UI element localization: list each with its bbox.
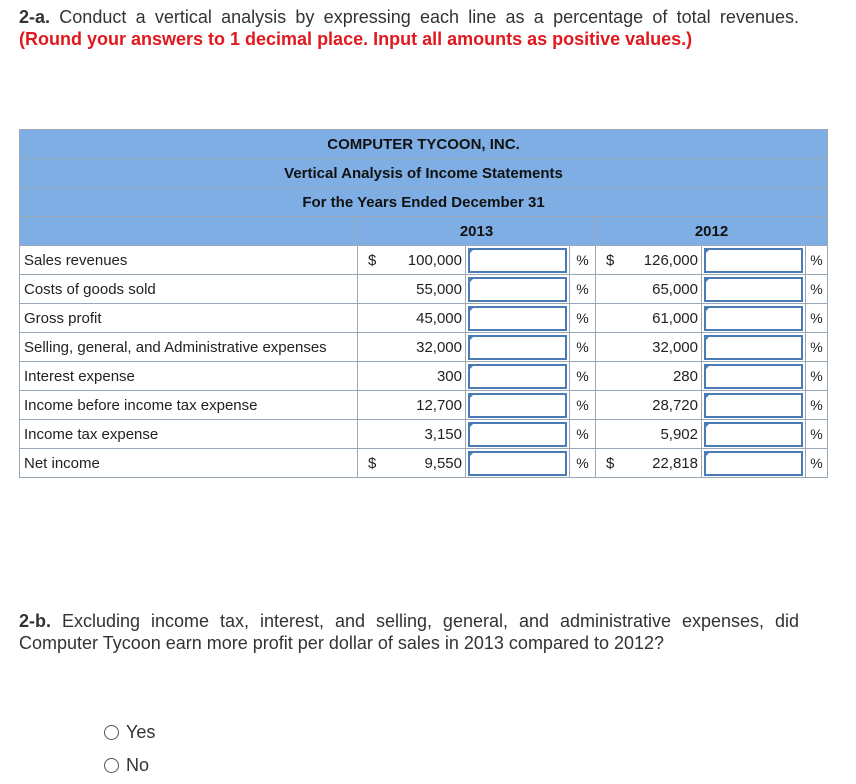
row-label: Sales revenues [20,246,358,275]
question-2a-number: 2-a. [19,7,51,27]
radio-no-icon[interactable] [104,758,119,773]
input-marker-icon [469,451,475,457]
input-marker-icon [705,335,711,341]
amount-2012-value: 5,902 [660,425,698,443]
dollar-sign: $ [368,454,377,472]
percent-2013-cell [466,362,570,391]
percent-2013-input[interactable] [468,364,567,389]
percent-2012-input[interactable] [704,277,803,302]
company-name: COMPUTER TYCOON, INC. [20,130,828,159]
percent-2012-cell [702,449,806,478]
amount-2013-value: 9,550 [424,454,462,472]
table-period: For the Years Ended December 31 [20,188,828,217]
amount-2013-value: 55,000 [416,280,462,298]
input-marker-icon [705,451,711,457]
percent-symbol: % [570,304,596,333]
table-row [20,449,828,478]
percent-2012-input[interactable] [704,422,803,447]
percent-2013-cell [466,304,570,333]
percent-2012-cell [702,275,806,304]
amount-2012-value: 32,000 [652,338,698,356]
input-marker-icon [469,335,475,341]
amount-2012 [596,275,702,304]
input-marker-icon [469,393,475,399]
input-marker-icon [469,364,475,370]
amount-2012-value: 28,720 [652,396,698,414]
percent-symbol: % [570,449,596,478]
percent-symbol: % [806,246,828,275]
percent-symbol: % [806,362,828,391]
amount-2012 [596,420,702,449]
header-blank [20,217,358,246]
amount-2013 [358,449,466,478]
option-no-label: No [126,755,150,775]
input-marker-icon [469,306,475,312]
amount-2013 [358,333,466,362]
amount-2012 [596,304,702,333]
amount-2013-value: 45,000 [416,309,462,327]
percent-2013-input[interactable] [468,422,567,447]
percent-2012-input[interactable] [704,364,803,389]
percent-2012-cell [702,304,806,333]
percent-2012-input[interactable] [704,393,803,418]
percent-2012-cell [702,362,806,391]
question-2a-instruction: (Round your answers to 1 decimal place. Input all amounts as positive values.) [19,29,693,49]
percent-symbol: % [570,246,596,275]
amount-2012 [596,246,702,275]
percent-2012-cell [702,246,806,275]
table-title: Vertical Analysis of Income Statements [20,159,828,188]
input-marker-icon [705,248,711,254]
table-row [20,275,828,304]
row-label: Income tax expense [20,420,358,449]
amount-2013 [358,362,466,391]
question-2b-number: 2-b. [19,611,52,631]
percent-2012-cell [702,420,806,449]
dollar-sign: $ [606,454,615,472]
option-yes-label: Yes [126,722,156,742]
percent-2013-input[interactable] [468,248,567,273]
amount-2012-value: 126,000 [643,251,698,269]
option-no[interactable] [104,755,149,776]
table-row [20,246,828,275]
input-marker-icon [705,277,711,283]
amount-2013 [358,304,466,333]
row-label: Income before income tax expense [20,391,358,420]
amount-2013 [358,275,466,304]
percent-2012-input[interactable] [704,248,803,273]
table-row [20,362,828,391]
amount-2013-value: 32,000 [416,338,462,356]
amount-2013-value: 100,000 [407,251,462,269]
percent-2013-cell [466,420,570,449]
table-row [20,420,828,449]
percent-symbol: % [806,449,828,478]
amount-2012 [596,391,702,420]
percent-2012-input[interactable] [704,451,803,476]
table-row [20,304,828,333]
header-year-2013: 2013 [358,217,596,246]
row-label: Selling, general, and Administrative expenses [20,333,358,362]
amount-2013 [358,420,466,449]
input-marker-icon [469,277,475,283]
percent-2013-input[interactable] [468,393,567,418]
question-2b-text: Excluding income tax, interest, and selling, general, and administrative expenses, did Computer Tycoon earn more profit per dollar of sales in 2013 compared to 2012? [19,611,799,653]
percent-symbol: % [570,391,596,420]
percent-2013-cell [466,275,570,304]
percent-2013-cell [466,246,570,275]
percent-symbol: % [806,420,828,449]
percent-2013-cell [466,449,570,478]
input-marker-icon [705,364,711,370]
input-marker-icon [469,422,475,428]
amount-2012-value: 280 [672,367,698,385]
percent-2012-input[interactable] [704,306,803,331]
amount-2013-value: 300 [436,367,462,385]
amount-2012-value: 65,000 [652,280,698,298]
option-yes[interactable] [104,722,155,743]
percent-symbol: % [806,391,828,420]
percent-2013-input[interactable] [468,451,567,476]
amount-2012-value: 22,818 [652,454,698,472]
percent-symbol: % [806,275,828,304]
amount-2012 [596,449,702,478]
percent-2013-input[interactable] [468,277,567,302]
input-marker-icon [705,306,711,312]
input-marker-icon [469,248,475,254]
row-label: Net income [20,449,358,478]
amount-2013 [358,391,466,420]
question-2a-text: Conduct a vertical analysis by expressing each line as a percentage of total revenues. [59,7,799,27]
percent-symbol: % [570,275,596,304]
dollar-sign: $ [606,251,615,269]
input-marker-icon [705,422,711,428]
percent-2013-cell [466,333,570,362]
vertical-analysis-table [19,129,828,478]
percent-symbol: % [806,333,828,362]
amount-2013-value: 12,700 [416,396,462,414]
question-2b [19,610,799,654]
amount-2013 [358,246,466,275]
percent-symbol: % [570,420,596,449]
row-label: Costs of goods sold [20,275,358,304]
amount-2012-value: 61,000 [652,309,698,327]
header-year-2012: 2012 [596,217,828,246]
row-label: Gross profit [20,304,358,333]
amount-2013-value: 3,150 [424,425,462,443]
radio-yes-icon[interactable] [104,725,119,740]
percent-2013-cell [466,391,570,420]
amount-2012 [596,333,702,362]
percent-2012-cell [702,391,806,420]
percent-2012-input[interactable] [704,335,803,360]
dollar-sign: $ [368,251,377,269]
input-marker-icon [705,393,711,399]
percent-symbol: % [570,333,596,362]
percent-2013-input[interactable] [468,335,567,360]
question-2a [19,6,799,50]
percent-2012-cell [702,333,806,362]
percent-2013-input[interactable] [468,306,567,331]
percent-symbol: % [806,304,828,333]
table-row [20,391,828,420]
table-row [20,333,828,362]
percent-symbol: % [570,362,596,391]
row-label: Interest expense [20,362,358,391]
amount-2012 [596,362,702,391]
